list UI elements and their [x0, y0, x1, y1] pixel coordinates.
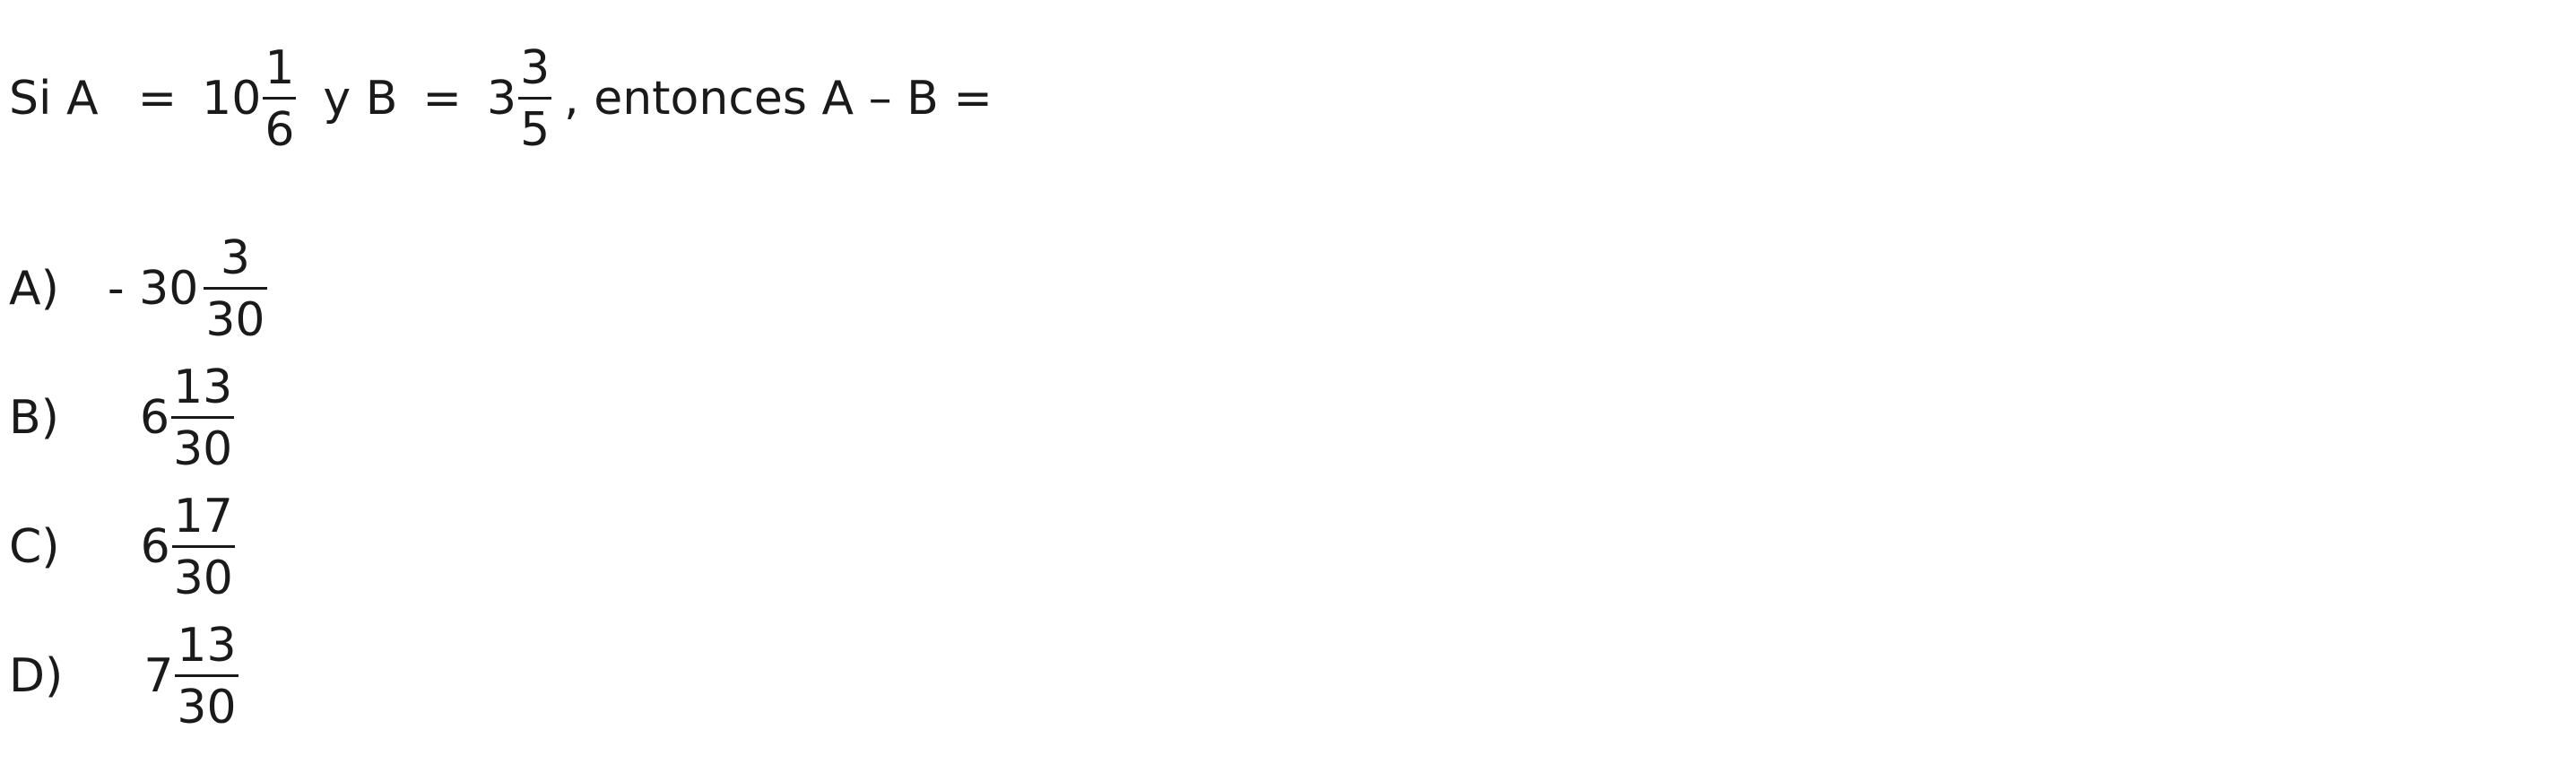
question-suffix: , entonces A – B =: [564, 72, 993, 126]
option-numerator: 17: [173, 489, 233, 543]
option-fraction: [175, 618, 238, 734]
option-fraction: [171, 360, 234, 476]
equals-sign: =: [422, 72, 462, 126]
equals-sign: =: [137, 72, 178, 126]
option-denominator: 30: [172, 545, 235, 602]
option-a: [9, 230, 267, 347]
option-fraction: [204, 230, 266, 347]
option-whole: 6: [139, 391, 170, 445]
b-fraction: [518, 40, 551, 157]
option-denominator: 30: [171, 416, 234, 473]
option-c: [9, 489, 235, 605]
b-numerator: 3: [520, 40, 551, 95]
option-label: B): [9, 391, 59, 445]
option-denominator: 30: [204, 287, 266, 343]
question-text: [9, 40, 993, 157]
option-label: C): [9, 520, 60, 574]
a-whole-part: 10: [202, 72, 262, 126]
question-prefix: Si A: [9, 72, 99, 126]
option-whole: 6: [140, 520, 170, 574]
question-middle: y B: [323, 72, 398, 126]
option-b: [9, 360, 234, 476]
option-label: D): [9, 649, 64, 703]
option-label: A): [9, 262, 59, 316]
a-fraction: [263, 40, 296, 157]
option-fraction: [172, 489, 235, 605]
a-numerator: 1: [265, 40, 295, 95]
option-denominator: 30: [175, 674, 238, 731]
option-whole: - 30: [107, 262, 199, 316]
b-whole-part: 3: [486, 72, 517, 126]
a-denominator: 6: [263, 97, 296, 153]
b-denominator: 5: [518, 97, 551, 153]
option-numerator: 13: [177, 618, 237, 673]
option-numerator: 13: [173, 360, 233, 414]
option-whole: 7: [143, 649, 174, 703]
option-numerator: 3: [220, 230, 250, 285]
option-d: [9, 618, 239, 734]
